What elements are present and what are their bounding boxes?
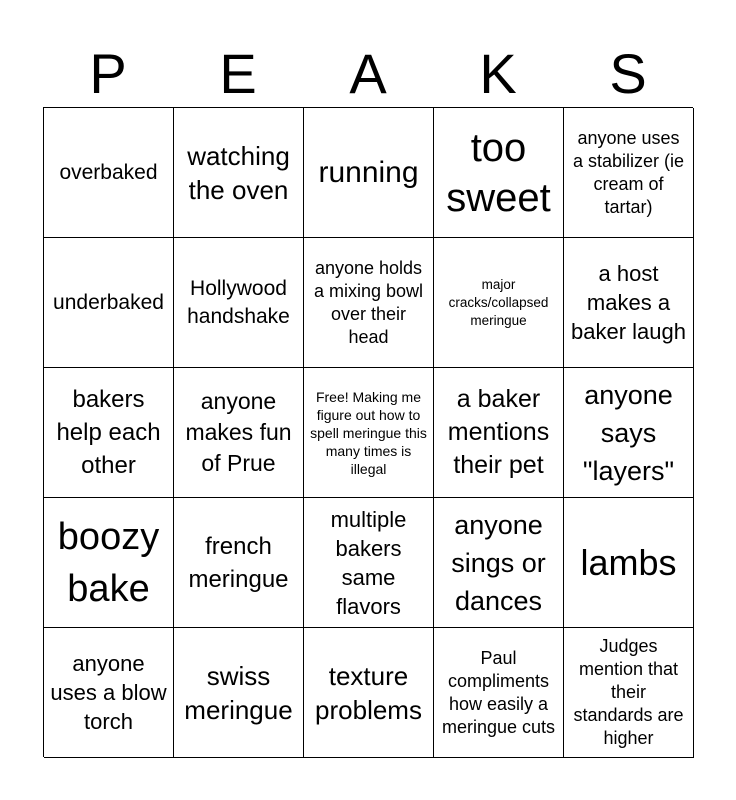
bingo-cell[interactable] — [434, 498, 564, 628]
cell-text: anyone says "layers" — [582, 379, 675, 486]
bingo-header — [43, 40, 693, 108]
cell-text: a host makes a baker laugh — [571, 261, 686, 344]
cell-text: Paul compliments how easily a meringue cuts — [441, 647, 556, 737]
cell-text: Judges mention that their standards are higher — [573, 636, 684, 748]
header-letter-a: A — [349, 42, 387, 105]
bingo-cell[interactable] — [564, 628, 694, 758]
header-letter-e: E — [219, 42, 257, 105]
cell-text: anyone makes fun of Prue — [185, 388, 292, 476]
cell-text: Free! Making me figure out how to spell meringue this many times is illegal — [310, 388, 427, 477]
bingo-cell[interactable] — [44, 108, 174, 238]
bingo-cell[interactable] — [564, 238, 694, 368]
bingo-cell[interactable] — [44, 368, 174, 498]
cell-text: overbaked — [59, 160, 158, 184]
bingo-cell[interactable] — [434, 368, 564, 498]
bingo-cell[interactable] — [434, 238, 564, 368]
bingo-cell[interactable] — [304, 108, 434, 238]
cell-text: Hollywood handshake — [187, 276, 290, 328]
header-letter-p: P — [89, 42, 127, 105]
bingo-cell[interactable] — [304, 498, 434, 628]
cell-text: multiple bakers same flavors — [330, 506, 407, 619]
header-letter-s: S — [609, 42, 647, 105]
bingo-cell[interactable] — [564, 108, 694, 238]
bingo-cell[interactable] — [44, 238, 174, 368]
cell-text: major cracks/collapsed meringue — [448, 276, 549, 328]
bingo-cell[interactable] — [174, 628, 304, 758]
cell-text: watching the oven — [187, 140, 290, 205]
bingo-cell[interactable] — [564, 368, 694, 498]
bingo-cell[interactable] — [304, 368, 434, 498]
cell-text: underbaked — [53, 290, 164, 314]
cell-text: a baker mentions their pet — [447, 385, 550, 479]
bingo-cell[interactable] — [304, 238, 434, 368]
bingo-cell[interactable] — [434, 108, 564, 238]
bingo-cell[interactable] — [564, 498, 694, 628]
bingo-cell[interactable] — [174, 108, 304, 238]
bingo-cell[interactable] — [304, 628, 434, 758]
bingo-cell[interactable] — [434, 628, 564, 758]
cell-text: running — [318, 156, 419, 189]
cell-text: boozy bake — [57, 515, 160, 610]
bingo-cell[interactable] — [44, 628, 174, 758]
bingo-board — [43, 107, 693, 757]
cell-text: anyone uses a stabilizer (ie cream of tartar) — [572, 127, 685, 217]
cell-text: anyone holds a mixing bowl over their head — [313, 257, 424, 347]
cell-text: bakers help each other — [56, 386, 161, 479]
cell-text: french meringue — [188, 532, 289, 593]
bingo-cell[interactable] — [44, 498, 174, 628]
cell-text: swiss meringue — [184, 660, 293, 725]
cell-text: lambs — [580, 541, 677, 583]
cell-text: texture problems — [315, 660, 422, 725]
bingo-cell[interactable] — [174, 498, 304, 628]
cell-text: anyone uses a blow torch — [50, 651, 167, 734]
cell-text: anyone sings or dances — [451, 509, 546, 616]
bingo-cell[interactable] — [174, 238, 304, 368]
cell-text: too sweet — [446, 125, 551, 220]
header-letter-k: K — [479, 42, 517, 105]
bingo-cell[interactable] — [174, 368, 304, 498]
